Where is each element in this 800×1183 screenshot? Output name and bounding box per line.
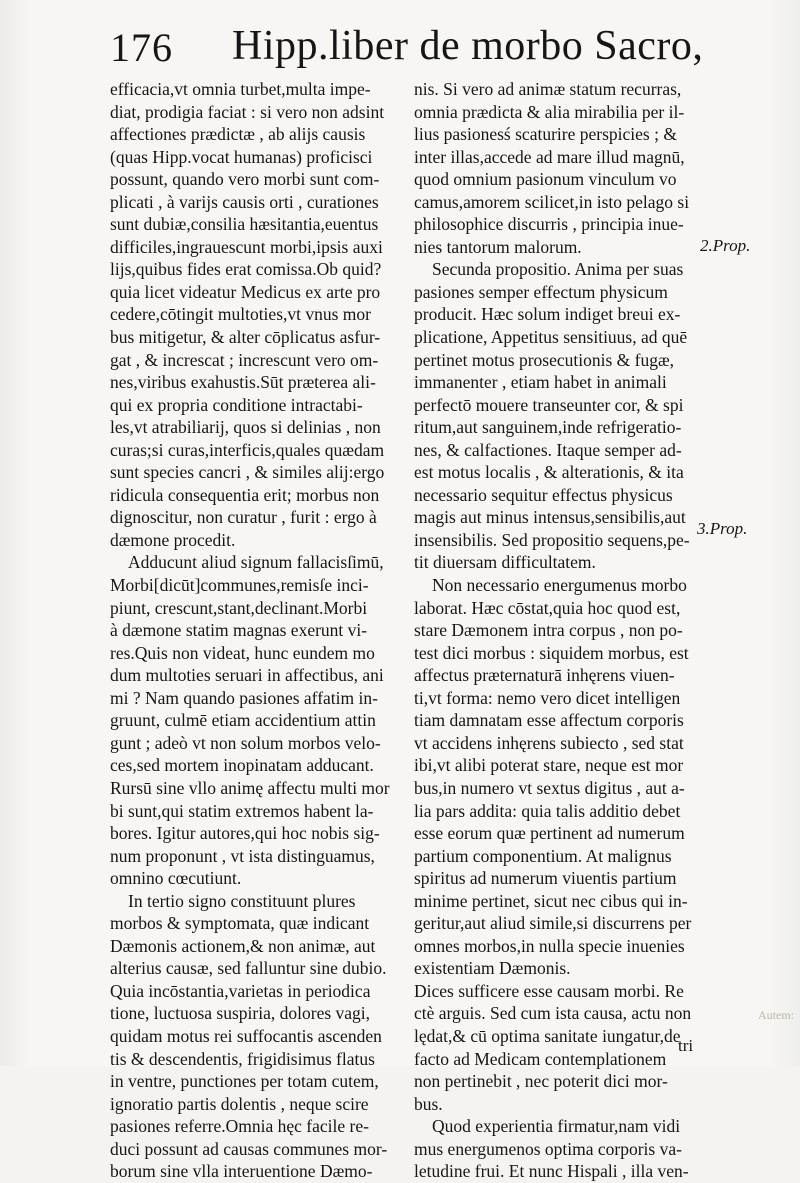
bleed-through-text: Autem: [758,1008,794,1022]
text-line: ti,vt forma: nemo vero dicet intelligen [414,687,681,708]
text-line: pasiones semper effectum physicum [414,281,668,302]
text-line: diat, prodigia faciat : si vero non adsint [110,101,385,122]
text-line: difficiles,ingrauescunt morbi,ipsis auxi [110,236,383,257]
text-line: tione, luctuosa suspiria, dolores vagi, [110,1003,371,1024]
text-line: partium componentium. At malignus [414,845,672,866]
text-line: morbos & symptomata, quæ indicant [110,913,370,934]
page-number: 176 [110,25,173,70]
text-line: bores. Igitur autores,qui hoc nobis sig- [110,823,380,844]
text-line: res.Quis non videat, hunc eundem mo [110,642,375,663]
text-line: (quas Hipp.vocat humanas) proficisci [110,146,373,167]
text-line: ibi,vt alibi poterat stare, neque est mor [414,755,684,776]
text-line: dignoscitur, non curatur , furit : ergo à [110,507,377,528]
text-line: Quia incōstantia,varietas in periodica [110,980,371,1001]
text-line: necessario sequitur effectus physicus [414,484,673,505]
text-line: ctè arguis. Sed cum ista causa, actu non [414,1003,692,1024]
text-line: facto ad Medicam contemplationem [414,1048,667,1069]
text-line: geritur,aut aliud simile,si discurrens per [414,913,692,934]
text-line: pertinet motus prosecutionis & fugæ, [414,349,675,370]
text-line: pasiones referre.Omnia hęc facile re- [110,1116,369,1137]
text-line: in ventre, punctiones per totam cutem, [110,1071,379,1092]
text-line: Rursū sine vllo animę affectu multi mor [110,777,390,798]
text-line: In tertio signo constituunt plures [128,890,356,911]
margin-note-prop-3: 3.Prop. [697,519,748,538]
text-line: bus,in numero vt sextus digitus , aut a- [414,777,685,798]
text-line: spiritus ad numerum viuentis partium [414,868,677,889]
text-line: lędat,& cū optima sanitate iungatur,de [414,1025,681,1046]
text-line: bus. [414,1093,443,1114]
text-line: gat , & increscat ; increscunt vero om- [110,349,379,370]
text-line: Morbi[dicūt]communes,remisſe inci- [110,575,369,596]
text-line: dum multoties seruari in affectibus, ani [110,665,384,686]
text-line: plicatione, Appetitus sensitiuus, ad quē [414,327,688,348]
text-line: mi ? Nam quando pasiones affatim in- [110,687,378,708]
text-line: minime pertinet, sicut nec cibus qui in- [414,890,688,911]
text-line: piunt, crescunt,stant,declinant.Morbi [110,597,368,618]
text-line: tit diuersam difficultatem. [414,552,596,573]
text-line: qui ex propria conditione intractabi- [110,394,363,415]
text-line: affectiones prædictæ , ab alijs causis [110,124,366,145]
text-line: nis. Si vero ad animæ statum recurras, [414,79,682,99]
text-line: ritum,aut sanguinem,inde refrigeratio- [414,417,682,438]
text-line: les,vt atrabiliarij, quos si delinias , non [110,417,381,438]
text-line: stare Dæmonem intra corpus , non po- [414,620,683,641]
text-line: sunt dubiæ,consilia hæsitantia,euentus [110,214,379,235]
text-line: lijs,quibus fides erat comissa.Ob quid? [110,259,382,280]
text-line: immanenter , etiam habet in animali [414,372,667,393]
text-line: bus mitigetur, & alter cōplicatus asfur- [110,327,381,348]
text-line: cedere,cōtingit multoties,vt vnus mor [110,304,371,325]
text-line: duci possunt ad causas communes mor- [110,1138,388,1159]
text-line: laborat. Hæc cōstat,quia hoc quod est, [414,597,681,618]
text-line: tiam damnatam esse affectum corporis [414,710,684,731]
text-line: nes, & calfactiones. Itaque semper ad- [414,439,682,460]
text-line: philosophice discurris , principia inue- [414,214,684,235]
text-line: existentiam Dæmonis. [414,958,571,979]
text-line: omnino cœcutiunt. [110,868,242,889]
text-line: test dici morbus : siquidem morbus, est [414,642,689,663]
text-line: plicati , à varijs causis orti , curationes [110,191,379,212]
text-line: possunt, quando vero morbi sunt com- [110,169,380,190]
text-line: camus,amorem scilicet,in isto pelago si [414,191,690,212]
text-line: dæmone procedit. [110,529,236,550]
text-line: producit. Hæc solum indiget breui ex- [414,304,681,325]
text-line: bi sunt,qui statim extremos habent la- [110,800,374,821]
text-line: sunt species cancri , & similes alij:ergo [110,462,385,483]
page-header [92,22,712,78]
text-line: alterius causæ, sed falluntur sine dubio. [110,958,387,979]
text-line: non pertinebit , nec poterit dici mor- [414,1071,668,1092]
text-line: magis aut minus intensus,sensibilis,aut [414,507,686,528]
text-line: ces,sed mortem inopinatam adducant. [110,755,374,776]
text-line: Secunda propositio. Anima per suas [432,259,684,280]
text-line: perfectō mouere transeunter cor, & spi [414,394,684,415]
text-line: est motus localis , & alterationis, & ita [414,462,684,483]
text-line: Quod experientia firmatur,nam vidi [432,1116,681,1137]
text-line: ignoratio partis dolentis , neque scire [110,1093,369,1114]
text-line: inter illas,accede ad mare illud magnū, [414,146,685,167]
right-text-column [414,78,694,1183]
text-line: curas;si curas,interficis,quales quædam [110,439,385,460]
text-line: lius pasionesś scaturire perspicies ; & [414,124,677,145]
text-line: à dæmone statim magnas exerunt vi- [110,620,368,641]
text-line: gruunt, culmē etiam accidentium attin [110,710,376,731]
margin-note-prop-2: 2.Prop. [700,236,751,255]
text-line: gunt ; adeò vt non solum morbos velo- [110,732,381,753]
text-line: esse eorum quæ pertinent ad numerum [414,823,685,844]
text-line: tis & descendentis, frigidisimus flatus [110,1048,375,1069]
text-line: num proponunt , vt ista distinguamus, [110,845,375,866]
left-text-column [110,78,396,1183]
text-line: quia licet videatur Medicus ex arte pro [110,281,381,302]
catchword: tri [678,1036,694,1055]
text-line: letudine frui. Et nunc Hispali , illa ven- [414,1161,689,1182]
text-line: lia pars addita: quia talis additio debet [414,800,681,821]
text-line: Non necessario energumenus morbo [432,575,687,596]
text-line: ridicula consequentia erit; morbus non [110,484,380,505]
text-line: Dæmonis actionem,& non animæ, aut [110,935,376,956]
text-line: vt accidens inhęrens subiecto , sed stat [414,732,684,753]
text-line: Adducunt aliud signum fallacisſimū, [128,552,384,573]
text-line: quidam motus rei suffocantis ascenden [110,1025,382,1046]
text-line: borum sine vlla interuentione Dæmo- [110,1161,373,1182]
running-head: Hipp.liber de morbo Sacro, [232,23,704,69]
text-line: efficacia,vt omnia turbet,multa impe- [110,79,371,99]
text-line: Dices sufficere esse causam morbi. Re [414,980,684,1001]
text-line: mus energumenos optima corporis va- [414,1138,682,1159]
text-line: omnes morbos,in nulla specie inuenies [414,935,685,956]
text-line: affectus præternaturā inhęrens viuen- [414,665,675,686]
text-line: insensibilis. Sed propositio sequens,pe- [414,529,690,550]
text-line: nes,viribus exahustis.Sūt præterea ali- [110,372,376,393]
text-line: quod omnium pasionum vinculum vo [414,169,677,190]
text-line: omnia prædicta & alia mirabilia per il- [414,101,685,122]
text-line: nies tantorum malorum. [414,236,582,257]
